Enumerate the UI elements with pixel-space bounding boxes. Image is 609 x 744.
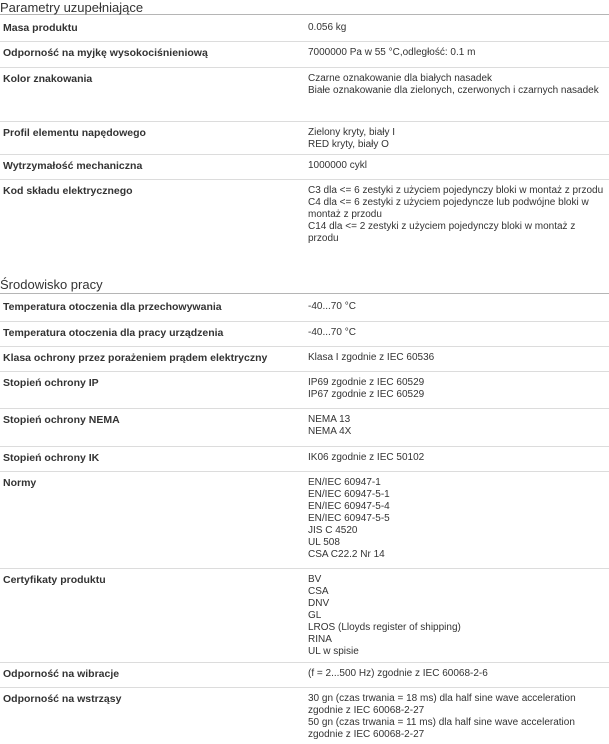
spec-row bbox=[0, 347, 609, 372]
spec-row bbox=[0, 663, 609, 688]
spec-label: Stopień ochrony IK bbox=[3, 452, 100, 464]
spec-row bbox=[0, 122, 609, 155]
spec-value: Klasa I zgodnie z IEC 60536 bbox=[308, 352, 435, 363]
spec-value: EN/IEC 60947-1 EN/IEC 60947-5-1 EN/IEC 60947-5-4 EN/IEC 60947-5-5 JIS C 4520 UL 508 CSA C22.2 Nr 14 bbox=[308, 477, 390, 560]
spec-value: -40...70 °C bbox=[308, 301, 356, 312]
spec-label: Certyfikaty produktu bbox=[3, 574, 106, 586]
spec-label: Kod składu elektrycznego bbox=[3, 185, 133, 197]
spec-value: 1000000 cykl bbox=[308, 160, 367, 171]
spec-value: (f = 2...500 Hz) zgodnie z IEC 60068-2-6 bbox=[308, 668, 488, 679]
spec-value: 0.056 kg bbox=[308, 22, 347, 33]
spec-label: Kolor znakowania bbox=[3, 73, 93, 85]
spec-row bbox=[0, 68, 609, 122]
spec-row bbox=[0, 17, 609, 42]
spec-value: NEMA 13 NEMA 4X bbox=[308, 414, 352, 437]
spec-value: IK06 zgodnie z IEC 50102 bbox=[308, 452, 425, 463]
spec-row bbox=[0, 180, 609, 265]
spec-value: -40...70 °C bbox=[308, 327, 356, 338]
spec-row bbox=[0, 296, 609, 322]
spec-label: Profil elementu napędowego bbox=[3, 127, 146, 139]
spec-value: BV CSA DNV GL LROS (Lloyds register of shipping) RINA UL w spisie bbox=[308, 574, 461, 657]
spec-label: Odporność na wibracje bbox=[3, 668, 120, 680]
spec-value: C3 dla <= 6 zestyki z użyciem pojedynczy bloki w montaż z przodu C4 dla <= 6 zestyki z użyciem pojedyncze lub podwójne bloki w montaż z przodu C14 dla <= 2 zestyki z użyciem pojedynczy bloki w montaż z przodu bbox=[308, 185, 604, 244]
spec-label: Stopień ochrony NEMA bbox=[3, 414, 120, 426]
spec-label: Klasa ochrony przez porażeniem prądem elektryczny bbox=[3, 352, 268, 364]
spec-label: Wytrzymałość mechaniczna bbox=[3, 160, 143, 172]
spec-value: Czarne oznakowanie dla białych nasadek Białe oznakowanie dla zielonych, czerwonych i czarnych nasadek bbox=[308, 73, 599, 96]
spec-row bbox=[0, 322, 609, 347]
spec-label: Masa produktu bbox=[3, 22, 78, 34]
spec-value: 30 gn (czas trwania = 18 ms) dla half sine wave acceleration zgodnie z IEC 60068-2-27 50 gn (czas trwania = 11 ms) dla half sine wave acceleration zgodnie z IEC 60068-2-27 bbox=[308, 693, 576, 740]
spec-label: Stopień ochrony IP bbox=[3, 377, 99, 389]
spec-value: IP69 zgodnie z IEC 60529 IP67 zgodnie z IEC 60529 bbox=[308, 377, 425, 400]
spec-label: Odporność na wstrząsy bbox=[3, 693, 122, 705]
spec-row bbox=[0, 155, 609, 180]
spec-row bbox=[0, 372, 609, 409]
section-title-additional-parameters: Parametry uzupełniające bbox=[0, 0, 609, 15]
spec-row bbox=[0, 688, 609, 744]
spec-row bbox=[0, 472, 609, 569]
spec-label: Temperatura otoczenia dla pracy urządzenia bbox=[3, 327, 224, 339]
spec-row bbox=[0, 409, 609, 447]
spec-value: 7000000 Pa w 55 °C,odległość: 0.1 m bbox=[308, 47, 476, 58]
spec-row bbox=[0, 569, 609, 663]
spec-row bbox=[0, 447, 609, 472]
section-title-environment: Środowisko pracy bbox=[0, 277, 609, 294]
spec-label: Normy bbox=[3, 477, 37, 489]
spec-row bbox=[0, 42, 609, 68]
spec-label: Temperatura otoczenia dla przechowywania bbox=[3, 301, 222, 313]
spec-value: Zielony kryty, biały I RED kryty, biały O bbox=[308, 127, 396, 150]
spec-label: Odporność na myjkę wysokociśnieniową bbox=[3, 47, 208, 59]
